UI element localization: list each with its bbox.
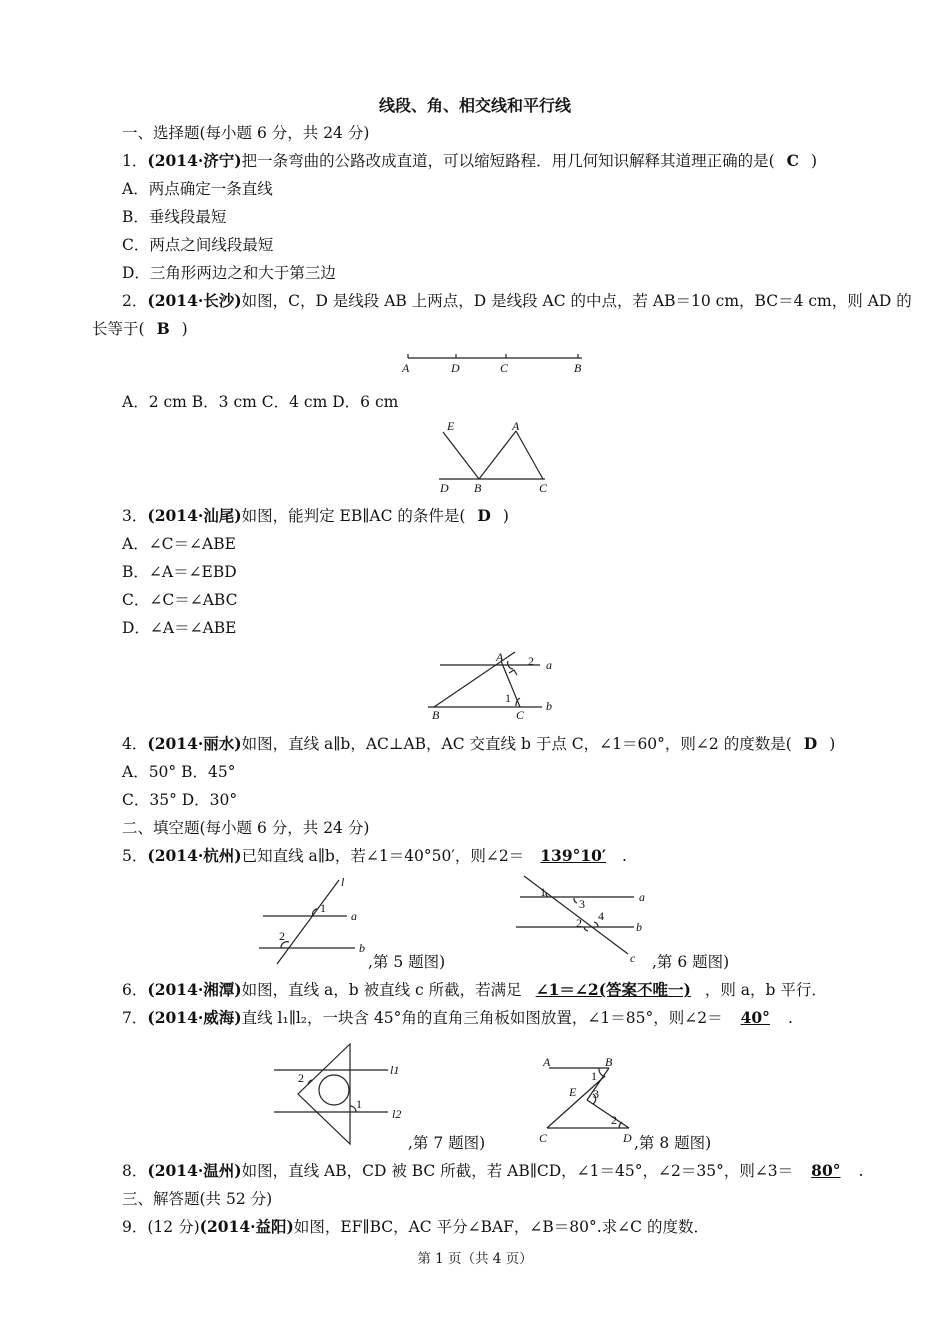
q6-source: (2014·湘潭) xyxy=(147,980,242,999)
q6-number: 6． xyxy=(122,981,148,999)
q9-text: 如图，EF∥BC，AC 平分∠BAF，∠B＝80°.求∠C 的度数． xyxy=(293,1218,709,1236)
q2-source: (2014·长沙) xyxy=(147,291,242,310)
q5-angle-2: 2 xyxy=(279,929,285,943)
question-8 xyxy=(122,1161,863,1181)
q4-close: ) xyxy=(829,735,836,753)
q8-label-e: E xyxy=(569,1085,577,1099)
q8-label-d: D xyxy=(623,1131,632,1145)
q5-text: 已知直线 a∥b，若∠1＝40°50′，则∠2＝ xyxy=(241,847,525,865)
q4-text: 如图，直线 a∥b，AC⊥AB，AC 交直线 b 于点 C，∠1＝60°，则∠2 的度数是( xyxy=(241,735,792,753)
q8-caption: ,第 8 题图) xyxy=(634,1134,712,1152)
q1-source: (2014·济宁) xyxy=(147,151,242,170)
q8-answer: 80° xyxy=(811,1161,841,1180)
q6-label-b: b xyxy=(636,920,642,934)
q2-text-2: 长等于( xyxy=(92,320,145,338)
q6-caption: ,第 6 题图) xyxy=(652,953,730,971)
q9-points: (12 分) xyxy=(147,1218,200,1236)
q6-label-c: c xyxy=(630,951,636,965)
q2-label-d: D xyxy=(451,361,460,375)
q7-end: . xyxy=(787,1009,793,1027)
question-5 xyxy=(122,846,627,866)
q7-triangle-hole xyxy=(319,1075,349,1105)
q3-label-c: C xyxy=(539,481,548,495)
q3-text: 如图，能判定 EB∥AC 的条件是( xyxy=(241,507,466,525)
q3-answer: D xyxy=(477,506,491,525)
question-9 xyxy=(122,1217,709,1237)
q1-option-a: A．两点确定一条直线 xyxy=(122,180,273,198)
q4-label-c-point: C xyxy=(516,708,525,722)
q3-number: 3． xyxy=(122,507,148,525)
q5-end: . xyxy=(622,847,627,865)
q5-label-b: b xyxy=(359,941,365,955)
q1-number: 1． xyxy=(122,152,148,170)
q4-number: 4． xyxy=(122,735,148,753)
q2-label-a: A xyxy=(402,361,410,375)
q6-angle-3: 3 xyxy=(579,897,585,911)
q6-text: 如图，直线 a，b 被直线 c 所截，若满足 xyxy=(241,981,522,999)
q4-options-cd: C．35° D．30° xyxy=(122,791,238,809)
q8-label-a: A xyxy=(543,1055,551,1069)
q6-answer: ∠1＝∠2(答案不唯一) xyxy=(535,980,691,999)
q4-angle-2: 2 xyxy=(528,654,534,668)
page-footer: 第 1 页（共 4 页） xyxy=(417,1251,533,1267)
q4-label-b-point: B xyxy=(432,708,440,722)
q2-close: ) xyxy=(181,320,188,338)
q8-angle-2: 2 xyxy=(611,1113,617,1127)
q7-caption: ,第 7 题图) xyxy=(408,1134,486,1152)
q5-number: 5． xyxy=(122,847,148,865)
q4-label-line-a: a xyxy=(546,658,552,672)
q6-end: ，则 a，b 平行． xyxy=(704,981,827,999)
q7-angle-1: 1 xyxy=(356,1097,362,1111)
q1-close: ) xyxy=(811,152,818,170)
q4-options-ab: A．50° B．45° xyxy=(122,763,236,781)
q6-label-a: a xyxy=(639,890,645,904)
section-heading-solve: 三、解答题(共 52 分) xyxy=(122,1190,273,1208)
q9-number: 9． xyxy=(122,1218,148,1236)
q5-caption: ,第 5 题图) xyxy=(368,953,446,971)
section-heading-choice: 一、选择题(每小题 6 分，共 24 分) xyxy=(122,124,370,142)
q2-figure xyxy=(400,348,590,378)
q5-label-a: a xyxy=(351,909,357,923)
q7-number: 7． xyxy=(122,1009,148,1027)
q4-label-line-b: b xyxy=(546,699,552,713)
q2-label-b: B xyxy=(574,361,582,375)
question-7 xyxy=(122,1008,793,1028)
q4-angle-1: 1 xyxy=(505,691,511,705)
question-1 xyxy=(122,151,817,171)
q5-figure xyxy=(255,872,375,967)
q4-figure xyxy=(420,648,560,728)
q4-source: (2014·丽水) xyxy=(147,734,242,753)
q4-answer: D xyxy=(803,734,818,753)
q8-angle-3: 3 xyxy=(593,1087,599,1101)
q8-number: 8． xyxy=(122,1162,148,1180)
q1-option-c: C．两点之间线段最短 xyxy=(122,236,274,254)
q3-label-e: E xyxy=(447,419,455,433)
q3-option-b: B．∠A＝∠EBD xyxy=(122,563,237,581)
q3-close: ) xyxy=(502,507,509,525)
q3-option-a: A．∠C＝∠ABE xyxy=(122,535,236,553)
q3-option-c: C．∠C＝∠ABC xyxy=(122,591,238,609)
q3-figure xyxy=(435,418,555,498)
question-3 xyxy=(122,506,509,526)
q9-source: (2014·益阳) xyxy=(199,1217,294,1236)
q2-options: A．2 cm B．3 cm C．4 cm D．6 cm xyxy=(122,393,399,411)
q7-source: (2014·威海) xyxy=(147,1008,242,1027)
q5-source: (2014·杭州) xyxy=(147,846,242,865)
q1-answer: C xyxy=(786,151,799,170)
q8-angle-1: 1 xyxy=(591,1069,597,1083)
q1-text: 把一条弯曲的公路改成直道，可以缩短路程．用几何知识解释其道理正确的是( xyxy=(241,152,775,170)
page-title: 线段、角、相交线和平行线 xyxy=(378,96,571,115)
q2-answer: B xyxy=(156,319,170,338)
q2-line2 xyxy=(92,319,188,339)
q6-angle-4: 4 xyxy=(598,909,604,923)
q3-source: (2014·汕尾) xyxy=(147,506,242,525)
q8-label-b: B xyxy=(605,1055,613,1069)
q4-label-a-point: A xyxy=(496,650,504,664)
q5-answer: 139°10′ xyxy=(540,846,607,865)
q1-option-d: D．三角形两边之和大于第三边 xyxy=(122,264,336,282)
q7-label-l2: l2 xyxy=(392,1107,402,1121)
q5-angle-1: 1 xyxy=(320,901,326,915)
q7-answer: 40° xyxy=(740,1008,770,1027)
q6-figure xyxy=(512,872,652,967)
q6-angle-2: 2 xyxy=(576,916,582,930)
q8-end: . xyxy=(858,1162,864,1180)
q7-label-l1: l1 xyxy=(390,1063,400,1077)
q3-label-d: D xyxy=(440,481,449,495)
q3-label-a: A xyxy=(512,419,520,433)
q6-angle-1: 1 xyxy=(540,885,546,899)
question-6 xyxy=(122,980,827,1000)
section-heading-fill: 二、填空题(每小题 6 分，共 24 分) xyxy=(122,819,370,837)
q1-option-b: B．垂线段最短 xyxy=(122,208,227,226)
q3-option-d: D．∠A＝∠ABE xyxy=(122,619,237,637)
question-2 xyxy=(122,291,912,311)
q7-angle-2: 2 xyxy=(298,1071,304,1085)
q8-label-c: C xyxy=(539,1131,548,1145)
q8-text: 如图，直线 AB，CD 被 BC 所截，若 AB∥CD，∠1＝45°，∠2＝35°，则∠3＝ xyxy=(241,1162,794,1180)
q7-figure xyxy=(270,1040,410,1150)
q3-label-b: B xyxy=(474,481,482,495)
q7-text: 直线 l₁∥l₂，一块含 45°角的直角三角板如图放置，∠1＝85°，则∠2＝ xyxy=(241,1009,723,1027)
q2-number: 2． xyxy=(122,292,148,310)
q8-source: (2014·温州) xyxy=(147,1161,242,1180)
q2-text: 如图，C，D 是线段 AB 上两点，D 是线段 AC 的中点，若 AB＝10 cm，BC＝4 cm，则 AD 的 xyxy=(241,292,912,310)
question-4 xyxy=(122,734,835,754)
q2-label-c: C xyxy=(500,361,509,375)
q5-label-l: l xyxy=(341,875,345,889)
